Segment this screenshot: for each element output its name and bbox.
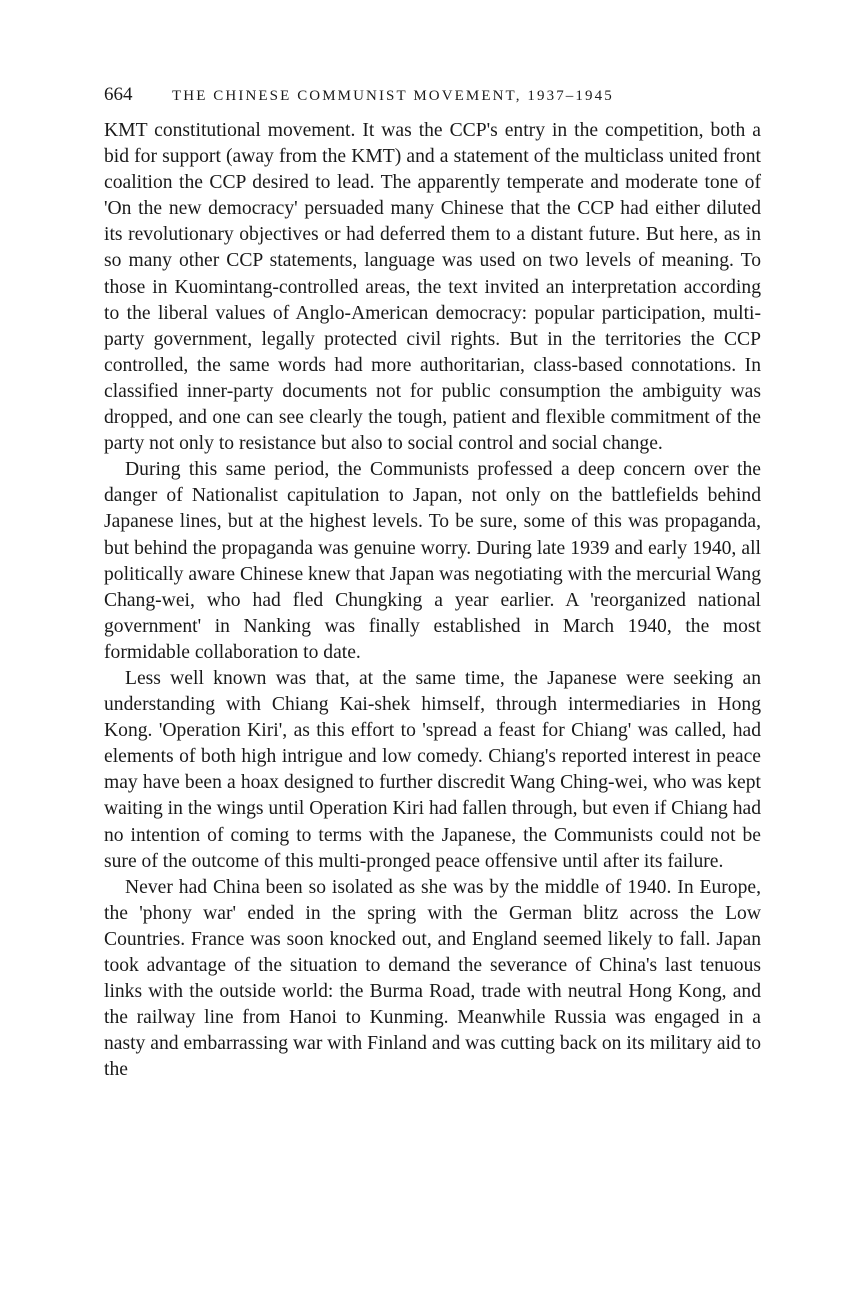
running-title: THE CHINESE COMMUNIST MOVEMENT, 1937–1945	[172, 88, 614, 104]
paragraph: During this same period, the Communists professed a deep concern over the danger of Nationalist capitulation to Japan, not only on the battlefields behind Japanese lines, but at the highest levels. To be sure, some of this was propaganda, but behind the propaganda was genuine worry. During late 1939 and early 1940, all politically aware Chinese knew that Japan was negotiating with the mercurial Wang Chang-wei, who had fled Chungking a year earlier. A 'reorganized national government' in Nanking was finally established in March 1940, the most formidable collaboration to date.	[104, 459, 761, 663]
paragraph: Never had China been so isolated as she was by the middle of 1940. In Europe, the 'phony war' ended in the spring with the German blitz across the Low Countries. France was soon knocked out, and England seemed likely to fall. Japan took advantage of the situation to demand the severance of China's last tenuous links with the outside world: the Burma Road, trade with neutral Hong Kong, and the railway line from Hanoi to Kunming. Meanwhile Russia was engaged in a nasty and embarrassing war with Finland and was cutting back on its military aid to the	[104, 876, 761, 1081]
page-number: 664	[104, 84, 133, 105]
paragraph: Less well known was that, at the same time, the Japanese were seeking an understanding with Chiang Kai-shek himself, through intermediaries in Hong Kong. 'Operation Kiri', as this effort to 'spread a feast for Chiang' was called, had elements of both high intrigue and low comedy. Chiang's reported interest in peace may have been a hoax designed to further discredit Wang Ching-wei, who was kept waiting in the wings until Operation Kiri had fallen through, but even if Chiang had no intention of coming to terms with the Japanese, the Communists could not be sure of the outcome of this multi-pronged peace offensive until after its failure.	[104, 667, 761, 872]
running-head	[104, 84, 761, 114]
paragraph-continued: KMT constitutional movement. It was the CCP's entry in the competition, both a bid for support (away from the KMT) and a statement of the multiclass united front coalition the CCP desired to lead. The apparently temperate and moderate tone of 'On the new democracy' persuaded many Chinese that the CCP had either diluted its revolutionary objectives or had deferred them to a distant future. But here, as in so many other CCP statements, language was used on two levels of meaning. To those in Kuomintang-controlled areas, the text invited an interpretation according to the liberal values of Anglo-American democracy: popular participation, multi-party government, legally protected civil rights. But in the territories the CCP controlled, the same words had more authoritarian, class-based connotations. In classified inner-party documents not for public consumption the ambiguity was dropped, and one can see clearly the tough, patient and flexible commitment of the party not only to resistance but also to social control and social change.	[104, 120, 761, 455]
book-page	[104, 84, 761, 1083]
body-text	[104, 118, 761, 1083]
